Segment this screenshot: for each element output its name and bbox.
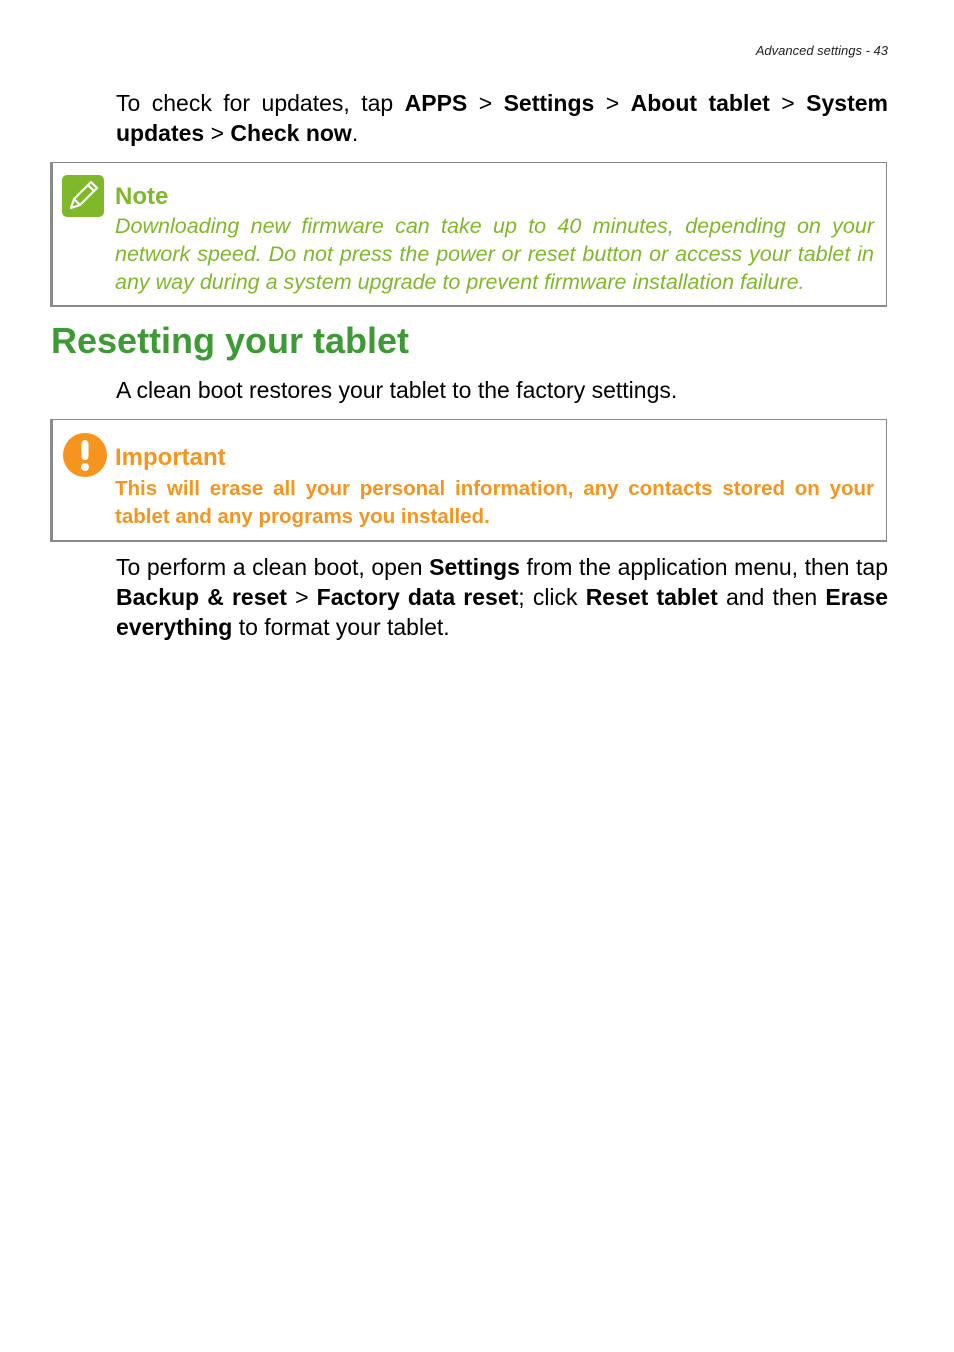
bold-system-updates: System updates xyxy=(116,90,888,146)
clean-boot-intro: A clean boot restores your tablet to the factory settings. xyxy=(116,377,678,403)
important-body: This will erase all your personal information, any contacts stored on your tablet and any programs you installed. xyxy=(115,477,874,528)
bold-erase-everything: Erase everything xyxy=(116,584,889,640)
bold-settings: Settings xyxy=(503,90,595,116)
note-box xyxy=(50,162,887,307)
text-span: to format your tablet. xyxy=(232,614,450,640)
bold-about-tablet: About tablet xyxy=(630,90,770,116)
text-span: ; click xyxy=(518,584,586,610)
bold-settings: Settings xyxy=(429,554,520,580)
text-span: > xyxy=(286,584,317,610)
text-span: To perform a clean boot, open xyxy=(116,554,430,580)
section-heading: Resetting your tablet xyxy=(51,320,410,361)
text-span: > xyxy=(769,90,807,116)
bold-check-now: Check now xyxy=(230,120,352,146)
note-title: Note xyxy=(115,183,169,210)
bold-backup-reset: Backup & reset xyxy=(116,584,287,610)
bold-apps: APPS xyxy=(404,90,468,116)
text-span: from the application menu, then tap xyxy=(519,554,888,580)
text-span: > xyxy=(467,90,504,116)
important-title: Important xyxy=(115,444,226,471)
note-body: Downloading new firmware can take up to 40 minutes, depending on your network speed. Do not press the power or reset button or access your tablet in any way during a system upgrade to prevent firmware installation failure. xyxy=(115,214,874,294)
pencil-icon xyxy=(62,175,104,222)
text-span: > xyxy=(204,120,231,146)
text-span: > xyxy=(594,90,631,116)
important-box xyxy=(50,419,887,542)
text-span: . xyxy=(351,120,359,146)
bold-factory-data-reset: Factory data reset xyxy=(316,584,519,610)
page-header: Advanced settings - 43 xyxy=(755,43,888,58)
text-span: and then xyxy=(717,584,826,610)
text-span: To check for updates, tap xyxy=(116,90,405,116)
exclamation-icon xyxy=(62,432,108,483)
clean-boot-steps xyxy=(116,552,888,642)
check-updates-paragraph xyxy=(116,88,888,148)
bold-reset-tablet: Reset tablet xyxy=(585,584,718,610)
